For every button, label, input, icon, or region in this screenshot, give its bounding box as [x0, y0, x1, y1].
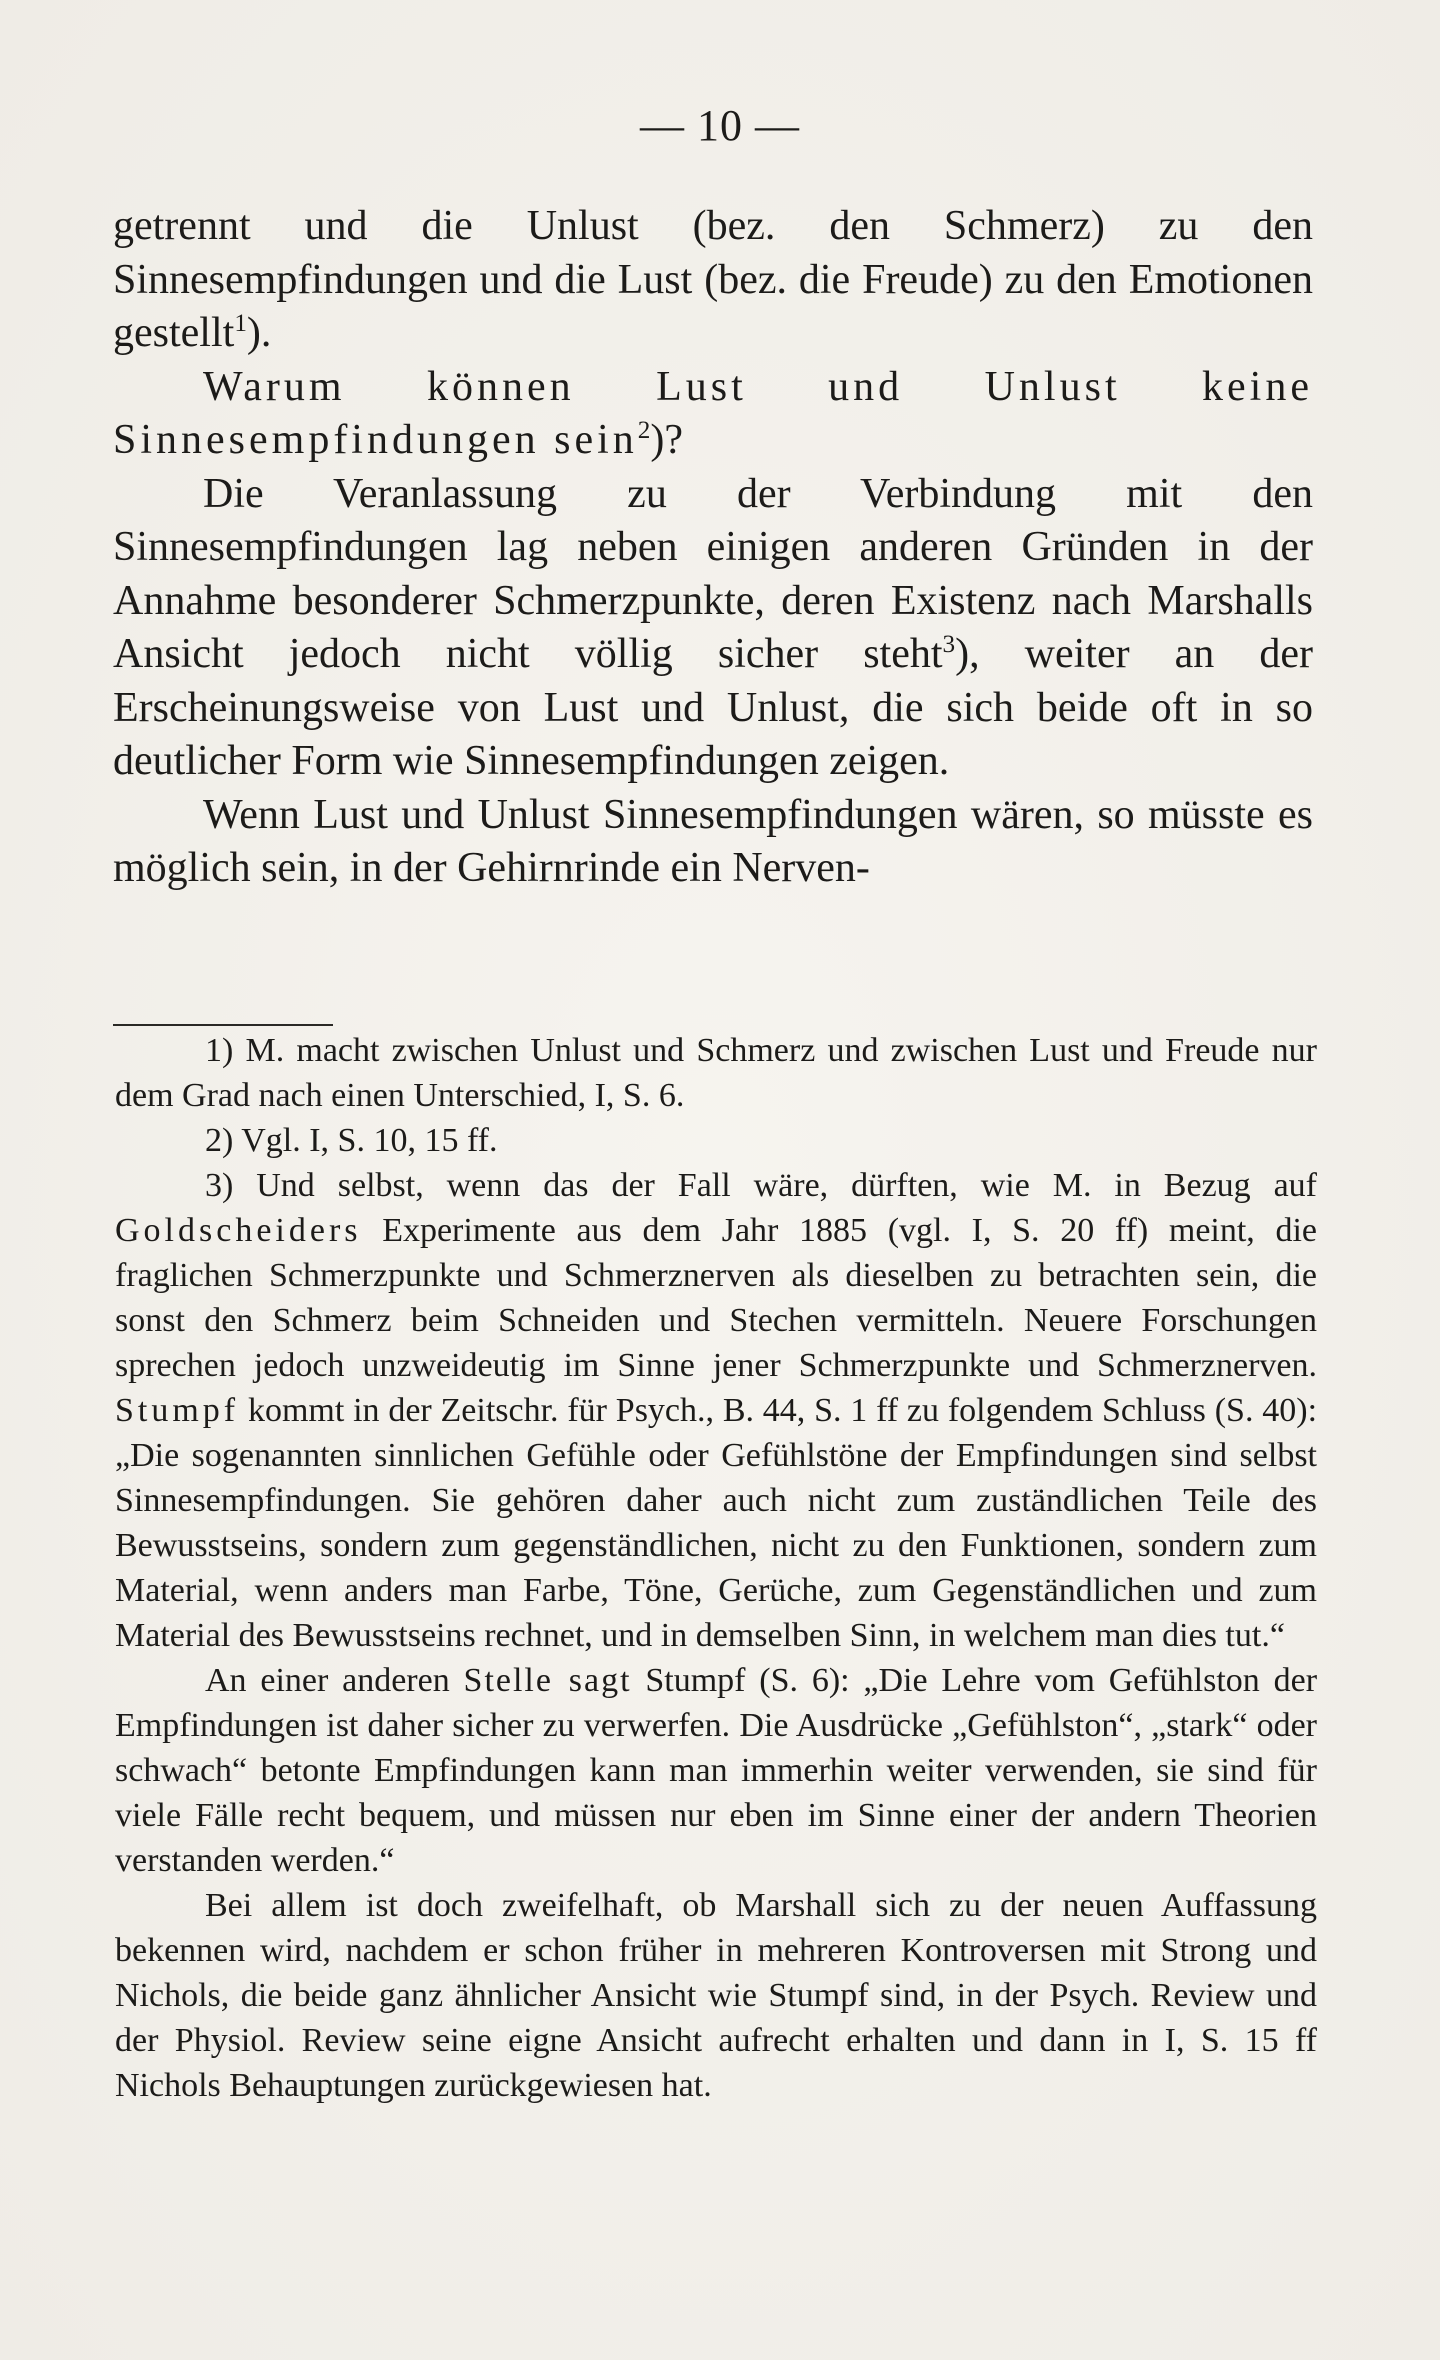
footnote-divider	[113, 1024, 333, 1026]
paragraph-1-end: ).	[246, 310, 272, 356]
continuation-1-spaced: Stelle sagt	[463, 1662, 632, 1699]
footnote-3-text-a: 3) Und selbst, wenn das der Fall wäre, dürften, wie M. in Bezug auf	[205, 1167, 1317, 1204]
footnote-3-text-c: kommt in der Zeitschr. für Psych., B. 44, S. 1 ff zu folgendem Schluss (S. 40): „Die sogenannten sinnlichen Gefühle oder Gefühlstöne der Empfindungen sind selbst Sinnesempfindungen. Sie gehören daher auch nicht zum zuständlichen Teile des Bewusstseins, sondern zum gegenständlichen, nicht zu den Funktionen, sondern zum Material, wenn anders man Farbe, Töne, Gerüche, zum Gegenständlichen und zum Material des Bewusstseins rechnet, und in demselben Sinn, in welchem man dies tut.“	[115, 1392, 1318, 1654]
paragraph-4: Wenn Lust und Unlust Sinnesempfindungen wären, so müsste es möglich sein, in der Gehirnrinde ein Nerven-	[113, 791, 1313, 891]
paragraph-3-text: Die Veranlassung zu der Verbindung mit den Sinnesempfindungen lag neben einigen anderen Gründen in der Annahme besonderer Schmerzpunkte, deren Existenz nach Marshalls Ansicht jedoch nicht völlig sicher steht	[113, 470, 1313, 677]
footnote-3-text-b: Experimente aus dem Jahr 1885 (vgl. I, S. 20 ff) meint, die fraglichen Schmerzpunkte und Schmerznerven als dieselben zu betrachten sein, die sonst den Schmerz beim Schneiden und Stechen vermitteln. Neuere Forschungen sprechen jedoch unzweideutig im Sinne jener Schmerzpunkte und Schmerznerven.	[115, 1212, 1318, 1384]
footnote-3-name-stumpf: Stumpf	[115, 1392, 240, 1429]
paragraph-3-end: ), weiter an der Erscheinungsweise von Lust und Unlust, die sich beide oft in so deutlicher Form wie Sinnesempfindungen zeigen.	[113, 631, 1313, 784]
footnote-3-continuation-2: Bei allem ist doch zweifelhaft, ob Marshall sich zu der neuen Auffassung bekennen wird, nachdem er schon früher in mehreren Kontroversen mit Strong und Nichols, die beide ganz ähnlicher Ansicht wie Stumpf sind, in der Psych. Review und der Physiol. Review seine eigne Ansicht aufrecht erhalten und dann in I, S. 15 ff Nichols Behauptungen zurückgewiesen hat.	[115, 1887, 1317, 2104]
main-text	[113, 200, 1313, 896]
footnote-ref-1[interactable]: 1	[234, 310, 247, 337]
paragraph-3	[113, 468, 1313, 789]
continuation-1-text-a: An einer anderen	[205, 1662, 450, 1699]
footnote-ref-2[interactable]: 2	[637, 417, 651, 444]
footnote-3-continuation-1	[115, 1658, 1317, 1883]
paragraph-2-question: Warum können Lust und Unlust keine Sinnesempfindungen sein	[113, 363, 1313, 463]
footnote-ref-3[interactable]: 3	[942, 631, 956, 658]
paragraph-2-end: )?	[650, 417, 684, 463]
footnote-2: 2) Vgl. I, S. 10, 15 ff.	[205, 1122, 498, 1159]
footnote-3	[115, 1163, 1317, 1658]
continuation-1-text-b: Stumpf (S. 6): „Die Lehre vom Gefühlston der Empfindungen ist daher sicher zu verwerfen. Die Ausdrücke „Gefühlston“, „stark“ oder schwach“ betonte Empfindungen kann man immerhin weiter verwenden, sie sind für viele Fälle recht bequem, und müssen nur eben im Sinne einer der andern Theorien verstanden werden.“	[115, 1662, 1318, 1879]
paragraph-1-text: getrennt und die Unlust (bez. den Schmerz) zu den Sinnesempfindungen und die Lust (bez. die Freude) zu den Emotionen gestellt	[113, 203, 1313, 356]
footnote-1: 1) M. macht zwischen Unlust und Schmerz und zwischen Lust und Freude nur dem Grad nach einen Unterschied, I, S. 6.	[115, 1032, 1317, 1114]
footnote-3-name-goldscheider: Goldscheiders	[115, 1212, 362, 1249]
paragraph-1	[113, 200, 1313, 361]
footnotes	[115, 1028, 1317, 2108]
paragraph-2	[113, 361, 1313, 468]
page-number: — 10 —	[640, 101, 800, 150]
